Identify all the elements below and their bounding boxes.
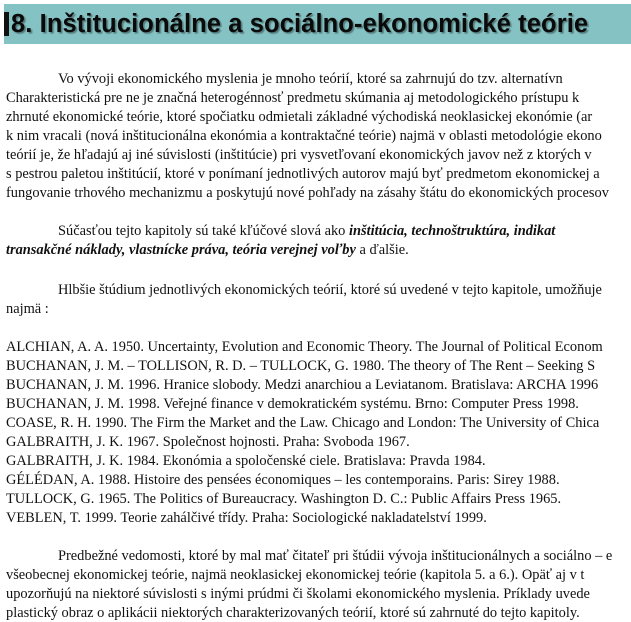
paragraph-line: Charakteristická pre ne je značná heterogénnosť predmetu skúmania aj metodologického prístupu k: [6, 90, 580, 106]
paragraph-line: plastický obraz o aplikácii niektorých charakterizovaných teórií, ktoré sú zahrnuté do tejto kapitoly.: [6, 605, 580, 621]
paragraph-line: s pestrou paletou inštitúcií, ktoré v ponímaní jednotlivých autorov majú byť predmetom ekonomickej a: [6, 166, 600, 182]
paragraph-line: zhrnuté ekonomické teórie, ktoré spočiatku odmietali základné východiská neoklasickej ekonómie (ar: [6, 109, 593, 125]
reference-item: BUCHANAN, J. M. – TOLLISON, R. D. – TULLOCK, G. 1980. The theory of The Rent – Seeking S: [6, 358, 596, 374]
paragraph-line: teórií je, že hľadajú aj iné súvislosti (inštitúcie) pri vysvetľovaní ekonomických javov než z ktorých v: [6, 147, 592, 163]
paragraph-line: Hlbšie štúdium jednotlivých ekonomických teórií, ktoré sú uvedené v tejto kapitole, umožňuje: [58, 282, 602, 298]
reference-item: BUCHANAN, J. M. 1996. Hranice slobody. Medzi anarchiou a Leviatanom. Bratislava: ARCHA 1996: [6, 377, 599, 393]
reference-item: GALBRAITH, J. K. 1967. Společnost hojnosti. Praha: Svoboda 1967.: [6, 434, 410, 450]
paragraph-line: fungovanie trhového mechanizmu a poskytujú nové pohľady na zásahy štátu do ekonomických procesov: [6, 185, 609, 201]
chapter-title: 8. Inštitucionálne a sociálno-ekonomické teórie: [11, 9, 589, 38]
keywords-emphasis: transakčné náklady, vlastnícke práva, teória verejnej voľby: [6, 242, 356, 258]
reference-item: GALBRAITH, J. K. 1984. Ekonómia a spoločenské ciele. Bratislava: Pravda 1984.: [6, 453, 486, 469]
heading-marker: [4, 12, 9, 36]
keywords-line: [58, 222, 555, 240]
paragraph-line: najmä :: [6, 301, 49, 317]
keywords-line: [6, 241, 409, 259]
reference-item: BUCHANAN, J. M. 1998. Veřejné finance v demokratickém systému. Brno: Computer Press 1998.: [6, 396, 579, 412]
chapter-header: [4, 4, 631, 44]
reference-item: COASE, R. H. 1990. The Firm the Market and the Law. Chicago and London: The University of Chica: [6, 415, 600, 431]
keywords-emphasis: inštitúcia, technoštruktúra, indikat: [348, 223, 556, 239]
reference-item: GÉLÉDAN, A. 1988. Histoire des pensées économiques – les contemporains. Paris: Sirey 1988.: [6, 472, 560, 488]
paragraph-line: upozorňujú na niektoré súvislosti s inými prúdmi či školami ekonomického myslenia. Príklady uvede: [6, 586, 590, 602]
reference-item: ALCHIAN, A. A. 1950. Uncertainty, Evolution and Economic Theory. The Journal of Political Econom: [6, 339, 603, 355]
reference-item: VEBLEN, T. 1999. Teorie zahálčivé třídy. Praha: Sociologické nakladatelství 1999.: [6, 510, 487, 526]
paragraph-line: Vo vývoji ekonomického myslenia je mnoho teórií, ktoré sa zahrnujú do tzv. alternatívn: [58, 71, 563, 87]
keywords-intro: Súčasťou tejto kapitoly sú také kľúčové slová ako: [58, 223, 349, 239]
paragraph-line: Predbežné vedomosti, ktoré by mal mať čitateľ pri štúdii vývoja inštitucionálnych a sociálno – e: [58, 548, 613, 564]
reference-item: TULLOCK, G. 1965. The Politics of Bureaucracy. Washington D. C.: Public Affairs Press 1965.: [6, 491, 562, 507]
keywords-outro: a ďalšie.: [355, 242, 409, 258]
paragraph-line: všeobecnej ekonomickej teórie, najmä neoklasickej ekonomickej teórie (kapitola 5. a 6.). Opäť aj v t: [6, 567, 585, 583]
paragraph-line: k nim vracali (nová inštitucionálna ekonómia a kontraktačné teórie) najmä v oblasti metodológie ekono: [6, 128, 602, 144]
